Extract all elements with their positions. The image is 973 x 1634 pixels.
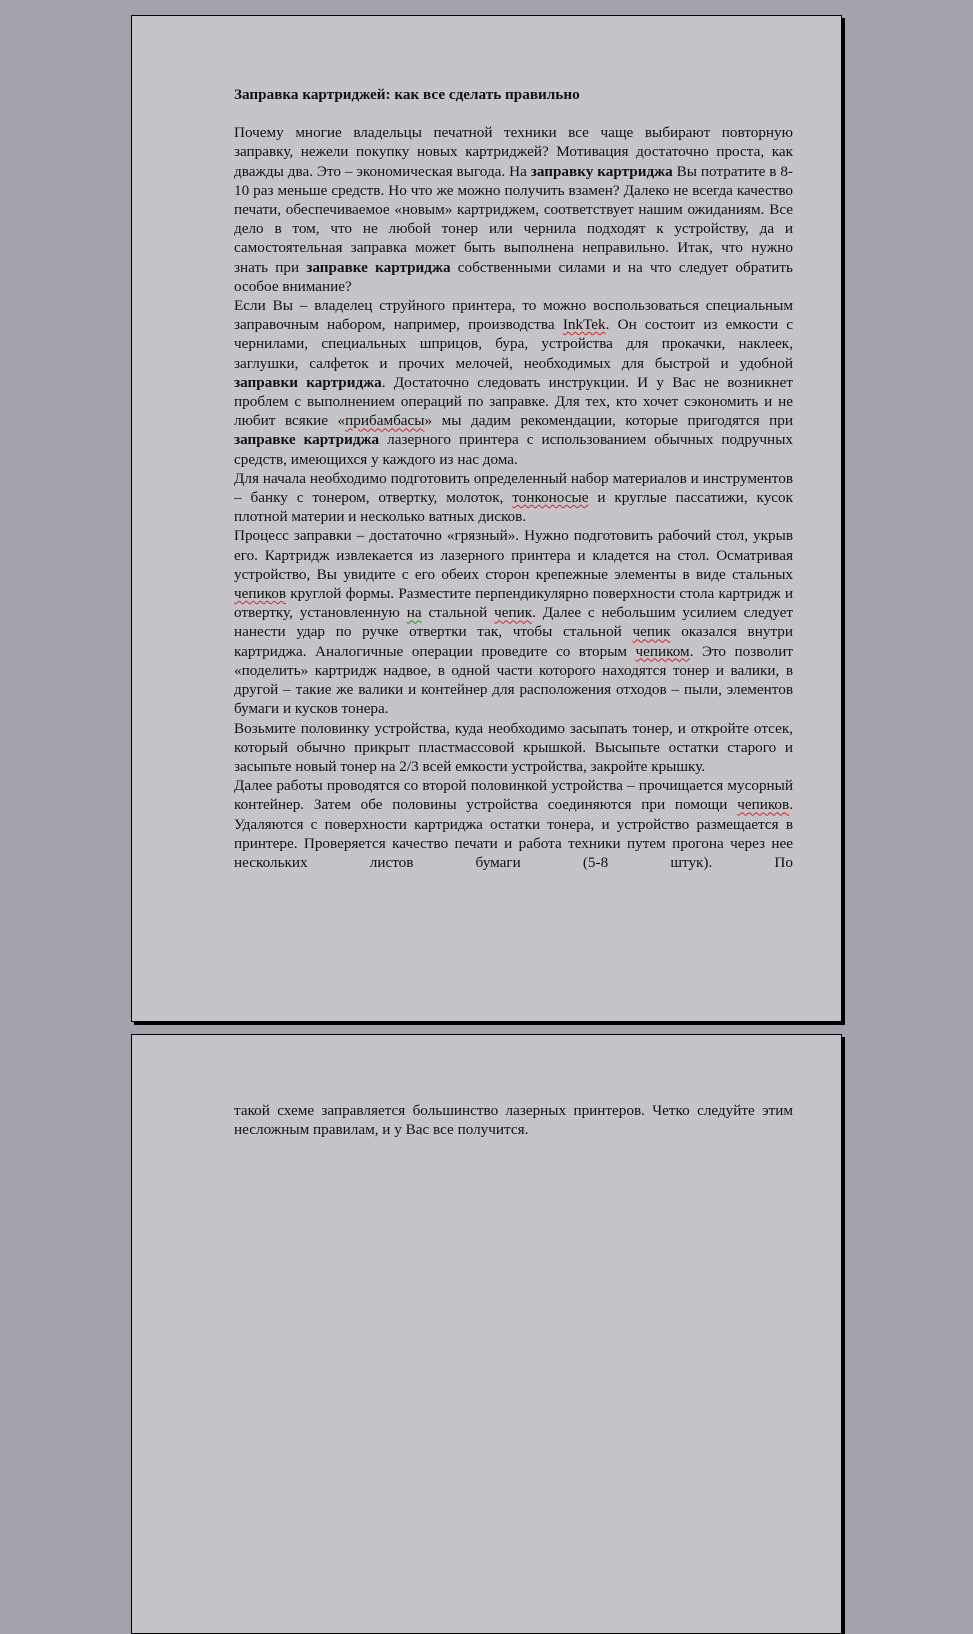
document-title[interactable]: Заправка картриджей: как все сделать правильно <box>234 86 580 103</box>
document-body-continued[interactable] <box>234 1101 793 1139</box>
text-run: Возьмите половинку устройства, куда необходимо засыпать тонер, и откройте отсек, который обычно прикрыт пластмассовой крышкой. Высыпьте остатки старого и засыпьте новый тонер на 2/3 всей емкости устройства, закройте крышку. <box>234 719 793 775</box>
text-run: оказался внутри картриджа. Аналогичные операции проведите со вторым <box>234 623 793 660</box>
document-page-2[interactable] <box>131 1034 842 1634</box>
text-run: . Это позволит «поделить» картридж надвое, в одной части которого находятся тонер и валики, в другой – такие же валики и контейнер для расположения отходов – пыли, элементов бумаги и кусков тонера. <box>234 642 793 718</box>
grammar-error-word: на <box>406 604 422 622</box>
spelling-error-word: чепиков <box>737 796 790 814</box>
page-2-content[interactable] <box>234 1101 793 1139</box>
spelling-error-word: чепик <box>494 604 533 622</box>
paragraph[interactable] <box>234 526 793 718</box>
text-run: стальной <box>421 604 495 622</box>
spelling-error-word: InkTek <box>562 316 606 334</box>
paragraph[interactable] <box>234 123 793 296</box>
text-run: Почему многие владельцы печатной техники все чаще выбирают повторную заправку, нежели покупку новых картриджей? Мотивация достаточно проста, как дважды два. Это – экономическая выгода. На <box>234 124 793 180</box>
text-run: . Далее с небольшим усилием следует нанести удар по ручке отвертки так, чтобы стальной <box>234 604 794 641</box>
text-run: лазерного принтера с использованием обычных подручных средств, имеющихся у каждого из нас дома. <box>234 431 793 468</box>
page-1-content[interactable] <box>234 85 793 872</box>
keyword-bold: заправки картриджа <box>234 373 382 391</box>
text-run: такой схеме заправляется большинство лазерных принтеров. Четко следуйте этим несложным правилам, и у Вас все получится. <box>234 1102 793 1139</box>
spelling-error-word: чепиком <box>635 642 690 660</box>
text-run: и круглые пассатижи, кусок плотной материи и несколько ватных дисков. <box>234 489 793 526</box>
keyword-bold: заправке картриджа <box>234 431 380 449</box>
spelling-error-word: тонконосые <box>512 489 589 507</box>
document-body[interactable] <box>234 123 793 872</box>
text-run: Для начала необходимо подготовить определенный набор материалов и инструментов – банку с тонером, отвертку, молоток, <box>234 469 793 507</box>
text-run: Если Вы – владелец струйного принтера, то можно воспользоваться специальным заправочным набором, например, производства <box>234 297 793 334</box>
text-run: . Удаляются с поверхности картриджа остатки тонера, и устройство размещается в принтере. Проверяется качество печати и работа техники путем прогона через нее нескольких листов бумаги (5-8 штук). По <box>234 796 793 871</box>
text-run: . Он состоит из емкости с чернилами, специальных шприцов, бура, устройства для прокачки, наклеек, заглушки, салфеток и прочих мелочей, необходимых для быстрой и удобной <box>234 316 793 372</box>
paragraph[interactable] <box>234 719 793 777</box>
text-run: » мы дадим рекомендации, которые пригодятся при <box>424 412 793 430</box>
text-run: круглой формы. Разместите перпендикулярно поверхности стола картридж и отвертку, установленную <box>234 585 793 622</box>
spelling-error-word: чепиков <box>234 585 287 603</box>
keyword-bold: заправку картриджа <box>530 162 673 180</box>
paragraph[interactable] <box>234 469 793 527</box>
text-run: Вы потратите в 8-10 раз меньше средств. Но что же можно получить взамен? Далеко не всегда качество печати, обеспечиваемое «новым» картриджем, соответствует нашим ожиданиям. Все дело в том, что не любой тонер или чернила подходят к устройству, да и самостоятельная заправка может быть выполнена неправильно. Итак, что нужно знать при <box>234 162 793 276</box>
text-run: Далее работы проводятся со второй половинкой устройства – прочищается мусорный контейнер. Затем обе половины устройства соединяются при помощи <box>234 777 793 814</box>
text-run: собственными силами и на что следует обратить особое внимание? <box>234 258 793 295</box>
document-page-1[interactable] <box>131 15 842 1022</box>
spelling-error-word: прибамбасы <box>345 412 425 430</box>
text-run: Процесс заправки – достаточно «грязный». Нужно подготовить рабочий стол, укрыв его. Картридж извлекается из лазерного принтера и кладется на стол. Осматривая устройство, Вы увидите с его обеих сторон крепежные элементы в виде стальных <box>234 527 793 583</box>
spelling-error-word: чепик <box>632 623 671 641</box>
paragraph[interactable] <box>234 1101 793 1139</box>
paragraph[interactable] <box>234 296 793 469</box>
text-run: . Достаточно следовать инструкции. И у Вас не возникнет проблем с выполнением операций по заправке. Для тех, кто хочет сэкономить и не любит всякие « <box>234 373 793 430</box>
keyword-bold: заправке картриджа <box>306 258 451 276</box>
paragraph[interactable] <box>234 776 793 872</box>
